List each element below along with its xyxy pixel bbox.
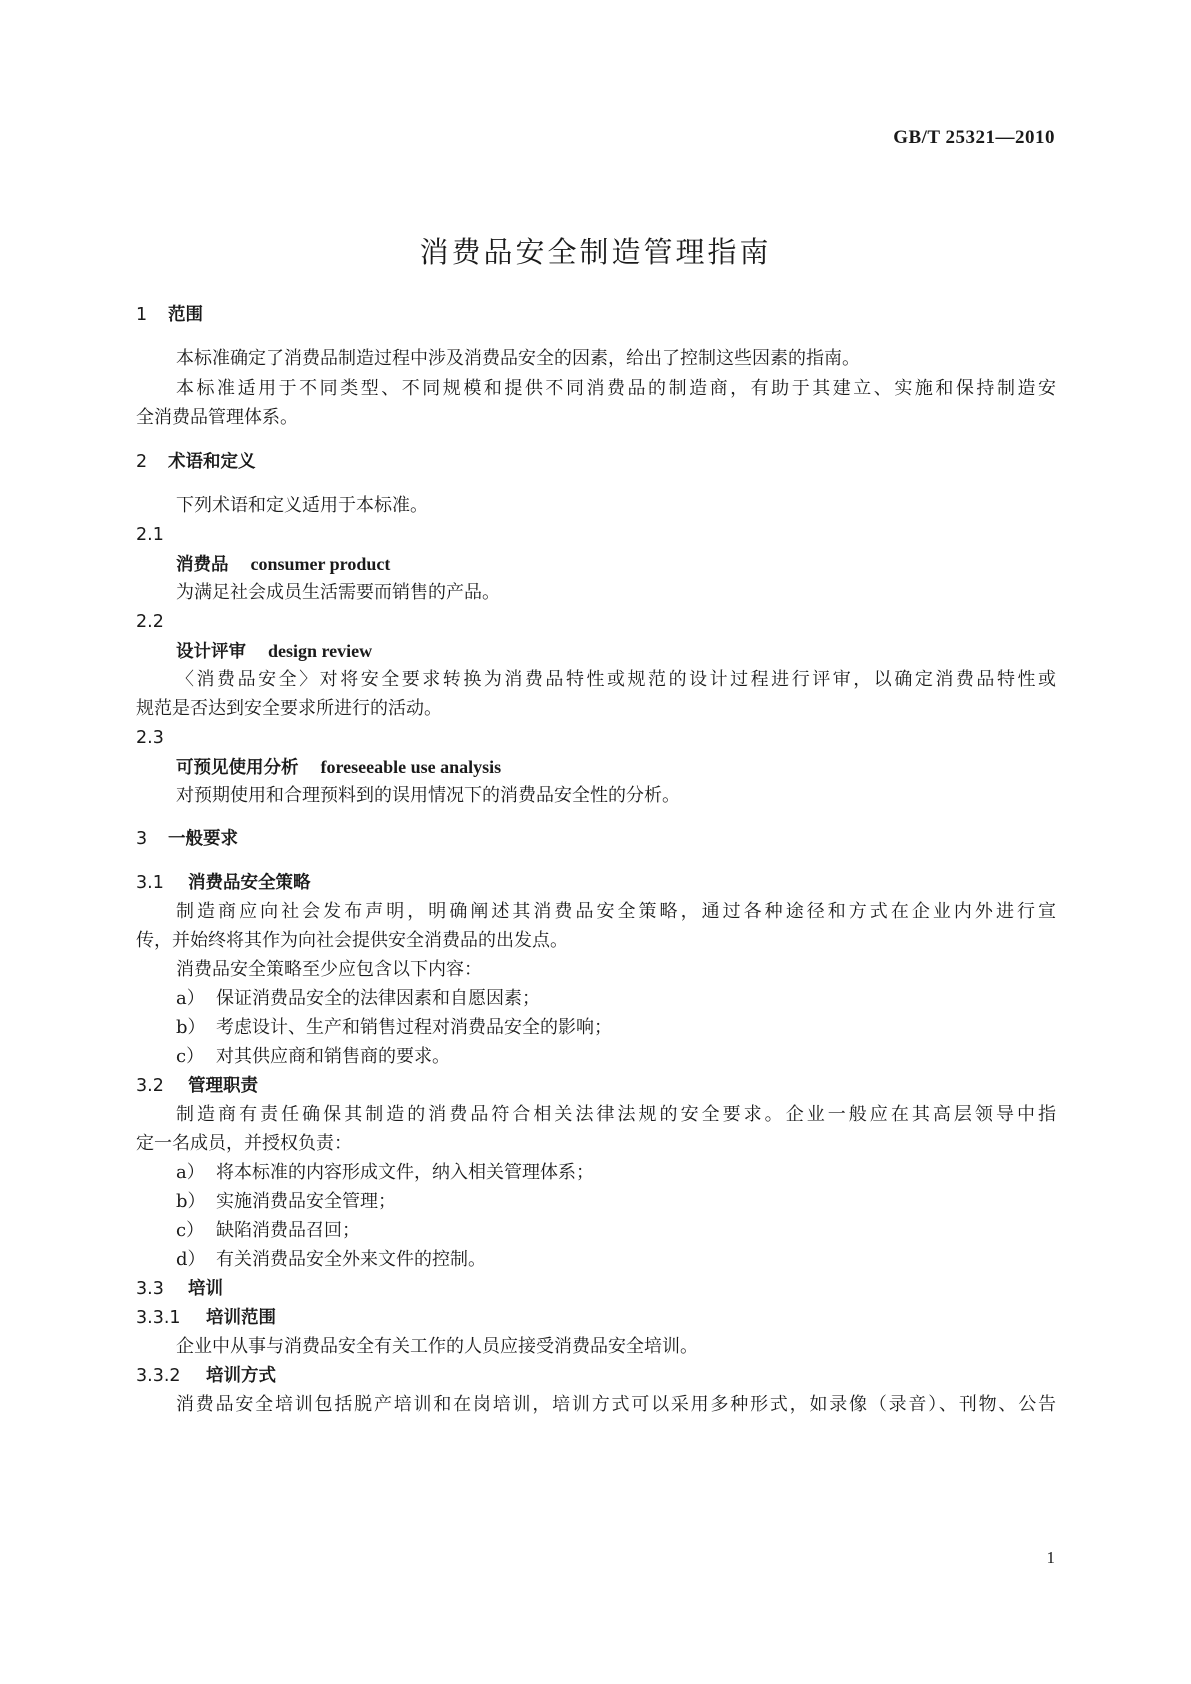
paragraph-line: 消费品安全培训包括脱产培训和在岗培训，培训方式可以采用多种形式，如录像（录音）、刊物、公告	[176, 1394, 1056, 1415]
list-text: 将本标准的内容形成文件，纳入相关管理体系；	[216, 1162, 594, 1183]
term-number: 2.3	[136, 728, 164, 748]
paragraph: 下列术语和定义适用于本标准。	[176, 495, 428, 516]
term-zh: 消费品	[176, 555, 229, 575]
subsection-title: 消费品安全策略	[188, 873, 311, 893]
term-zh: 可预见使用分析	[176, 758, 299, 778]
term-entry	[176, 755, 1096, 780]
subsection-title: 培训	[188, 1279, 223, 1299]
term-en: foreseeable use analysis	[320, 757, 502, 777]
subsection-3-3-2-heading	[136, 1364, 1056, 1388]
list-text: 有关消费品安全外来文件的控制。	[216, 1249, 486, 1270]
subsection-title: 培训范围	[206, 1308, 276, 1328]
list-text: 实施消费品安全管理；	[216, 1191, 396, 1212]
subsection-title: 培训方式	[206, 1366, 276, 1386]
list-text: 缺陷消费品召回；	[216, 1220, 360, 1241]
section-2-heading	[136, 450, 1056, 474]
section-3-heading	[136, 827, 1056, 851]
list-marker: a）	[176, 1162, 205, 1183]
subsection-3-2-heading	[136, 1074, 1056, 1098]
list-text: 考虑设计、生产和销售过程对消费品安全的影响；	[216, 1017, 612, 1038]
term-number: 2.1	[136, 525, 164, 545]
list-marker: c）	[176, 1220, 205, 1241]
paragraph-line: 制造商有责任确保其制造的消费品符合相关法律法规的安全要求。企业一般应在其高层领导中指	[176, 1104, 1056, 1125]
term-en: consumer product	[250, 554, 391, 574]
section-number: 1	[136, 305, 148, 325]
list-text: 保证消费品安全的法律因素和自愿因素；	[216, 988, 540, 1009]
list-marker: c）	[176, 1046, 205, 1067]
list-marker: a）	[176, 988, 205, 1009]
list-item	[176, 1219, 1096, 1243]
subsection-number: 3.1	[136, 873, 164, 893]
term-number: 2.2	[136, 612, 164, 632]
paragraph: 本标准确定了消费品制造过程中涉及消费品安全的因素，给出了控制这些因素的指南。	[176, 348, 860, 369]
term-en: design review	[268, 641, 373, 661]
term-definition: 为满足社会成员生活需要而销售的产品。	[176, 582, 500, 603]
paragraph-line: 本标准适用于不同类型、不同规模和提供不同消费品的制造商，有助于其建立、实施和保持制造安	[176, 378, 1056, 399]
list-item	[176, 1161, 1096, 1185]
section-title: 一般要求	[168, 829, 238, 849]
paragraph: 消费品安全策略至少应包含以下内容：	[176, 959, 482, 980]
subsection-number: 3.3	[136, 1279, 164, 1299]
subsection-number: 3.3.2	[136, 1366, 181, 1386]
list-marker: d）	[176, 1249, 206, 1270]
list-marker: b）	[176, 1191, 206, 1212]
list-text: 对其供应商和销售商的要求。	[216, 1046, 450, 1067]
term-definition-line: 规范是否达到安全要求所进行的活动。	[136, 698, 442, 719]
list-item	[176, 1016, 1096, 1040]
section-title: 范围	[168, 305, 203, 325]
list-marker: b）	[176, 1017, 206, 1038]
paragraph-line: 制造商应向社会发布声明，明确阐述其消费品安全策略，通过各种途径和方式在企业内外进行宣	[176, 901, 1056, 922]
term-definition: 对预期使用和合理预料到的误用情况下的消费品安全性的分析。	[176, 785, 680, 806]
list-item	[176, 987, 1096, 1011]
section-number: 2	[136, 452, 148, 472]
section-1-heading	[136, 303, 1056, 327]
paragraph-line: 传，并始终将其作为向社会提供安全消费品的出发点。	[136, 930, 568, 951]
subsection-3-3-1-heading	[136, 1306, 1056, 1330]
subsection-number: 3.2	[136, 1076, 164, 1096]
list-item	[176, 1190, 1096, 1214]
paragraph-line: 定一名成员，并授权负责：	[136, 1133, 352, 1154]
section-title: 术语和定义	[168, 452, 256, 472]
term-zh: 设计评审	[176, 642, 246, 662]
paragraph-line: 全消费品管理体系。	[136, 407, 298, 428]
page-number: 1	[1046, 1548, 1055, 1567]
subsection-3-1-heading	[136, 871, 1056, 895]
subsection-number: 3.3.1	[136, 1308, 181, 1328]
standard-code: GB/T 25321—2010	[893, 127, 1055, 148]
list-item	[176, 1045, 1096, 1069]
section-number: 3	[136, 829, 148, 849]
document-title: 消费品安全制造管理指南	[419, 235, 772, 269]
subsection-3-3-heading	[136, 1277, 1056, 1301]
subsection-title: 管理职责	[188, 1076, 258, 1096]
list-item	[176, 1248, 1096, 1272]
paragraph: 企业中从事与消费品安全有关工作的人员应接受消费品安全培训。	[176, 1336, 698, 1357]
term-definition-line: 〈消费品安全〉对将安全要求转换为消费品特性或规范的设计过程进行评审，以确定消费品特性或	[176, 669, 1056, 690]
term-entry	[176, 639, 1096, 664]
term-entry	[176, 552, 1096, 577]
